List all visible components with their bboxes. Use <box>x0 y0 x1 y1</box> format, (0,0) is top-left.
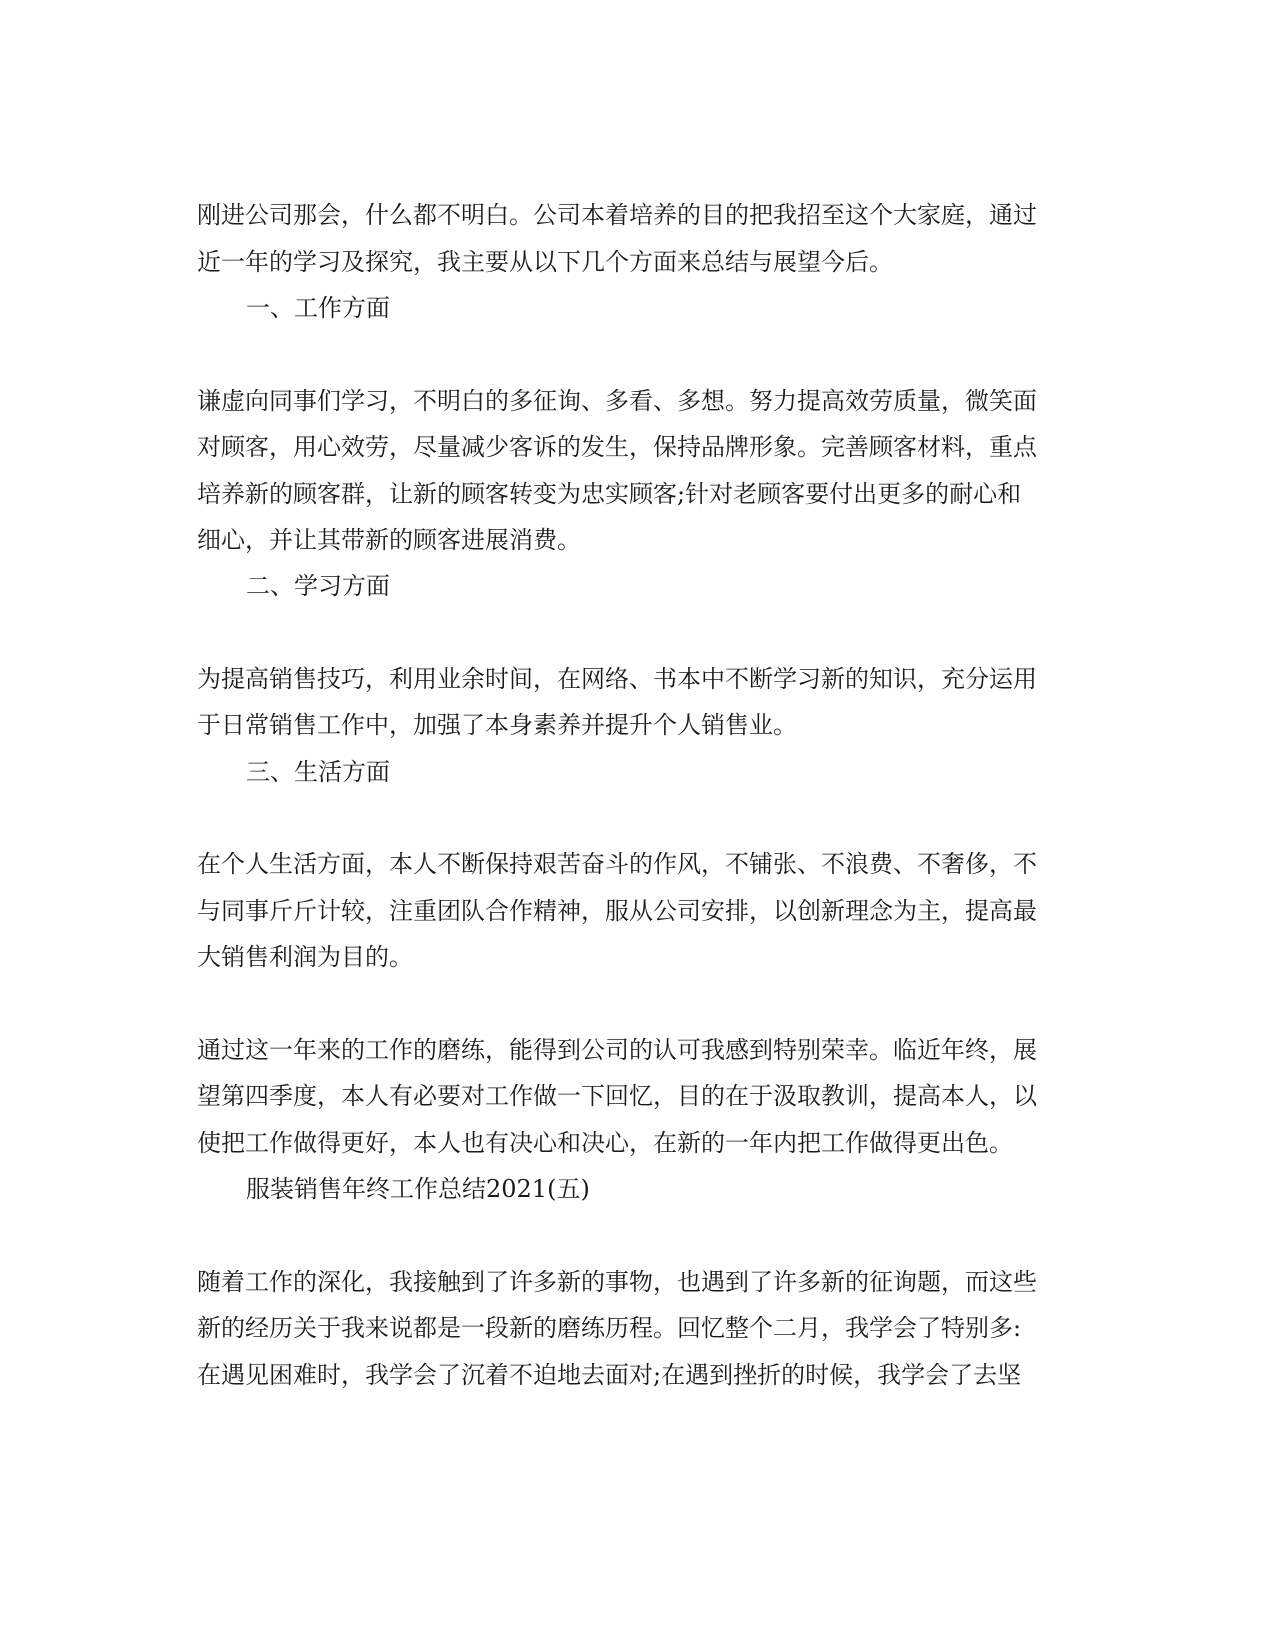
part5-title: 服装销售年终工作总结2021(五) <box>246 1175 590 1203</box>
intro-line-2: 近一年的学习及探究，我主要从以下几个方面来总结与展望今后。 <box>197 248 893 276</box>
section-heading-life: 三、生活方面 <box>246 758 390 786</box>
intro-line-1: 刚进公司那会，什么都不明白。公司本着培养的目的把我招至这个大家庭，通过 <box>197 201 1037 229</box>
section1-line-1: 谦虚向同事们学习，不明白的多征询、多看、多想。努力提高效劳质量，微笑面 <box>197 387 1037 415</box>
part5-line-1: 随着工作的深化，我接触到了许多新的事物，也遇到了许多新的征询题，而这些 <box>197 1268 1037 1296</box>
section3-line-2: 与同事斤斤计较，注重团队合作精神，服从公司安排，以创新理念为主，提高最 <box>197 897 1037 925</box>
part5-line-2: 新的经历关于我来说都是一段新的磨练历程。回忆整个二月，我学会了特别多: <box>197 1314 1022 1342</box>
section-heading-study: 二、学习方面 <box>246 572 390 600</box>
section1-line-4: 细心，并让其带新的顾客进展消费。 <box>197 526 581 554</box>
closing-line-1: 通过这一年来的工作的磨练，能得到公司的认可我感到特别荣幸。临近年终，展 <box>197 1036 1037 1064</box>
section1-line-2: 对顾客，用心效劳，尽量减少客诉的发生，保持品牌形象。完善顾客材料，重点 <box>197 433 1037 461</box>
section2-line-2: 于日常销售工作中，加强了本身素养并提升个人销售业。 <box>197 711 797 739</box>
closing-line-3: 使把工作做得更好，本人也有决心和决心，在新的一年内把工作做得更出色。 <box>197 1129 1013 1157</box>
section3-line-3: 大销售利润为目的。 <box>197 943 413 971</box>
section2-line-1: 为提高销售技巧，利用业余时间，在网络、书本中不断学习新的知识，充分运用 <box>197 665 1037 693</box>
section3-line-1: 在个人生活方面，本人不断保持艰苦奋斗的作风，不铺张、不浪费、不奢侈，不 <box>197 850 1037 878</box>
section1-line-3: 培养新的顾客群，让新的顾客转变为忠实顾客;针对老顾客要付出更多的耐心和 <box>197 480 1022 508</box>
closing-line-2: 望第四季度，本人有必要对工作做一下回忆，目的在于汲取教训，提高本人，以 <box>197 1082 1037 1110</box>
part5-line-3: 在遇见困难时，我学会了沉着不迫地去面对;在遇到挫折的时候，我学会了去坚 <box>197 1361 1022 1389</box>
section-heading-work: 一、工作方面 <box>246 294 390 322</box>
